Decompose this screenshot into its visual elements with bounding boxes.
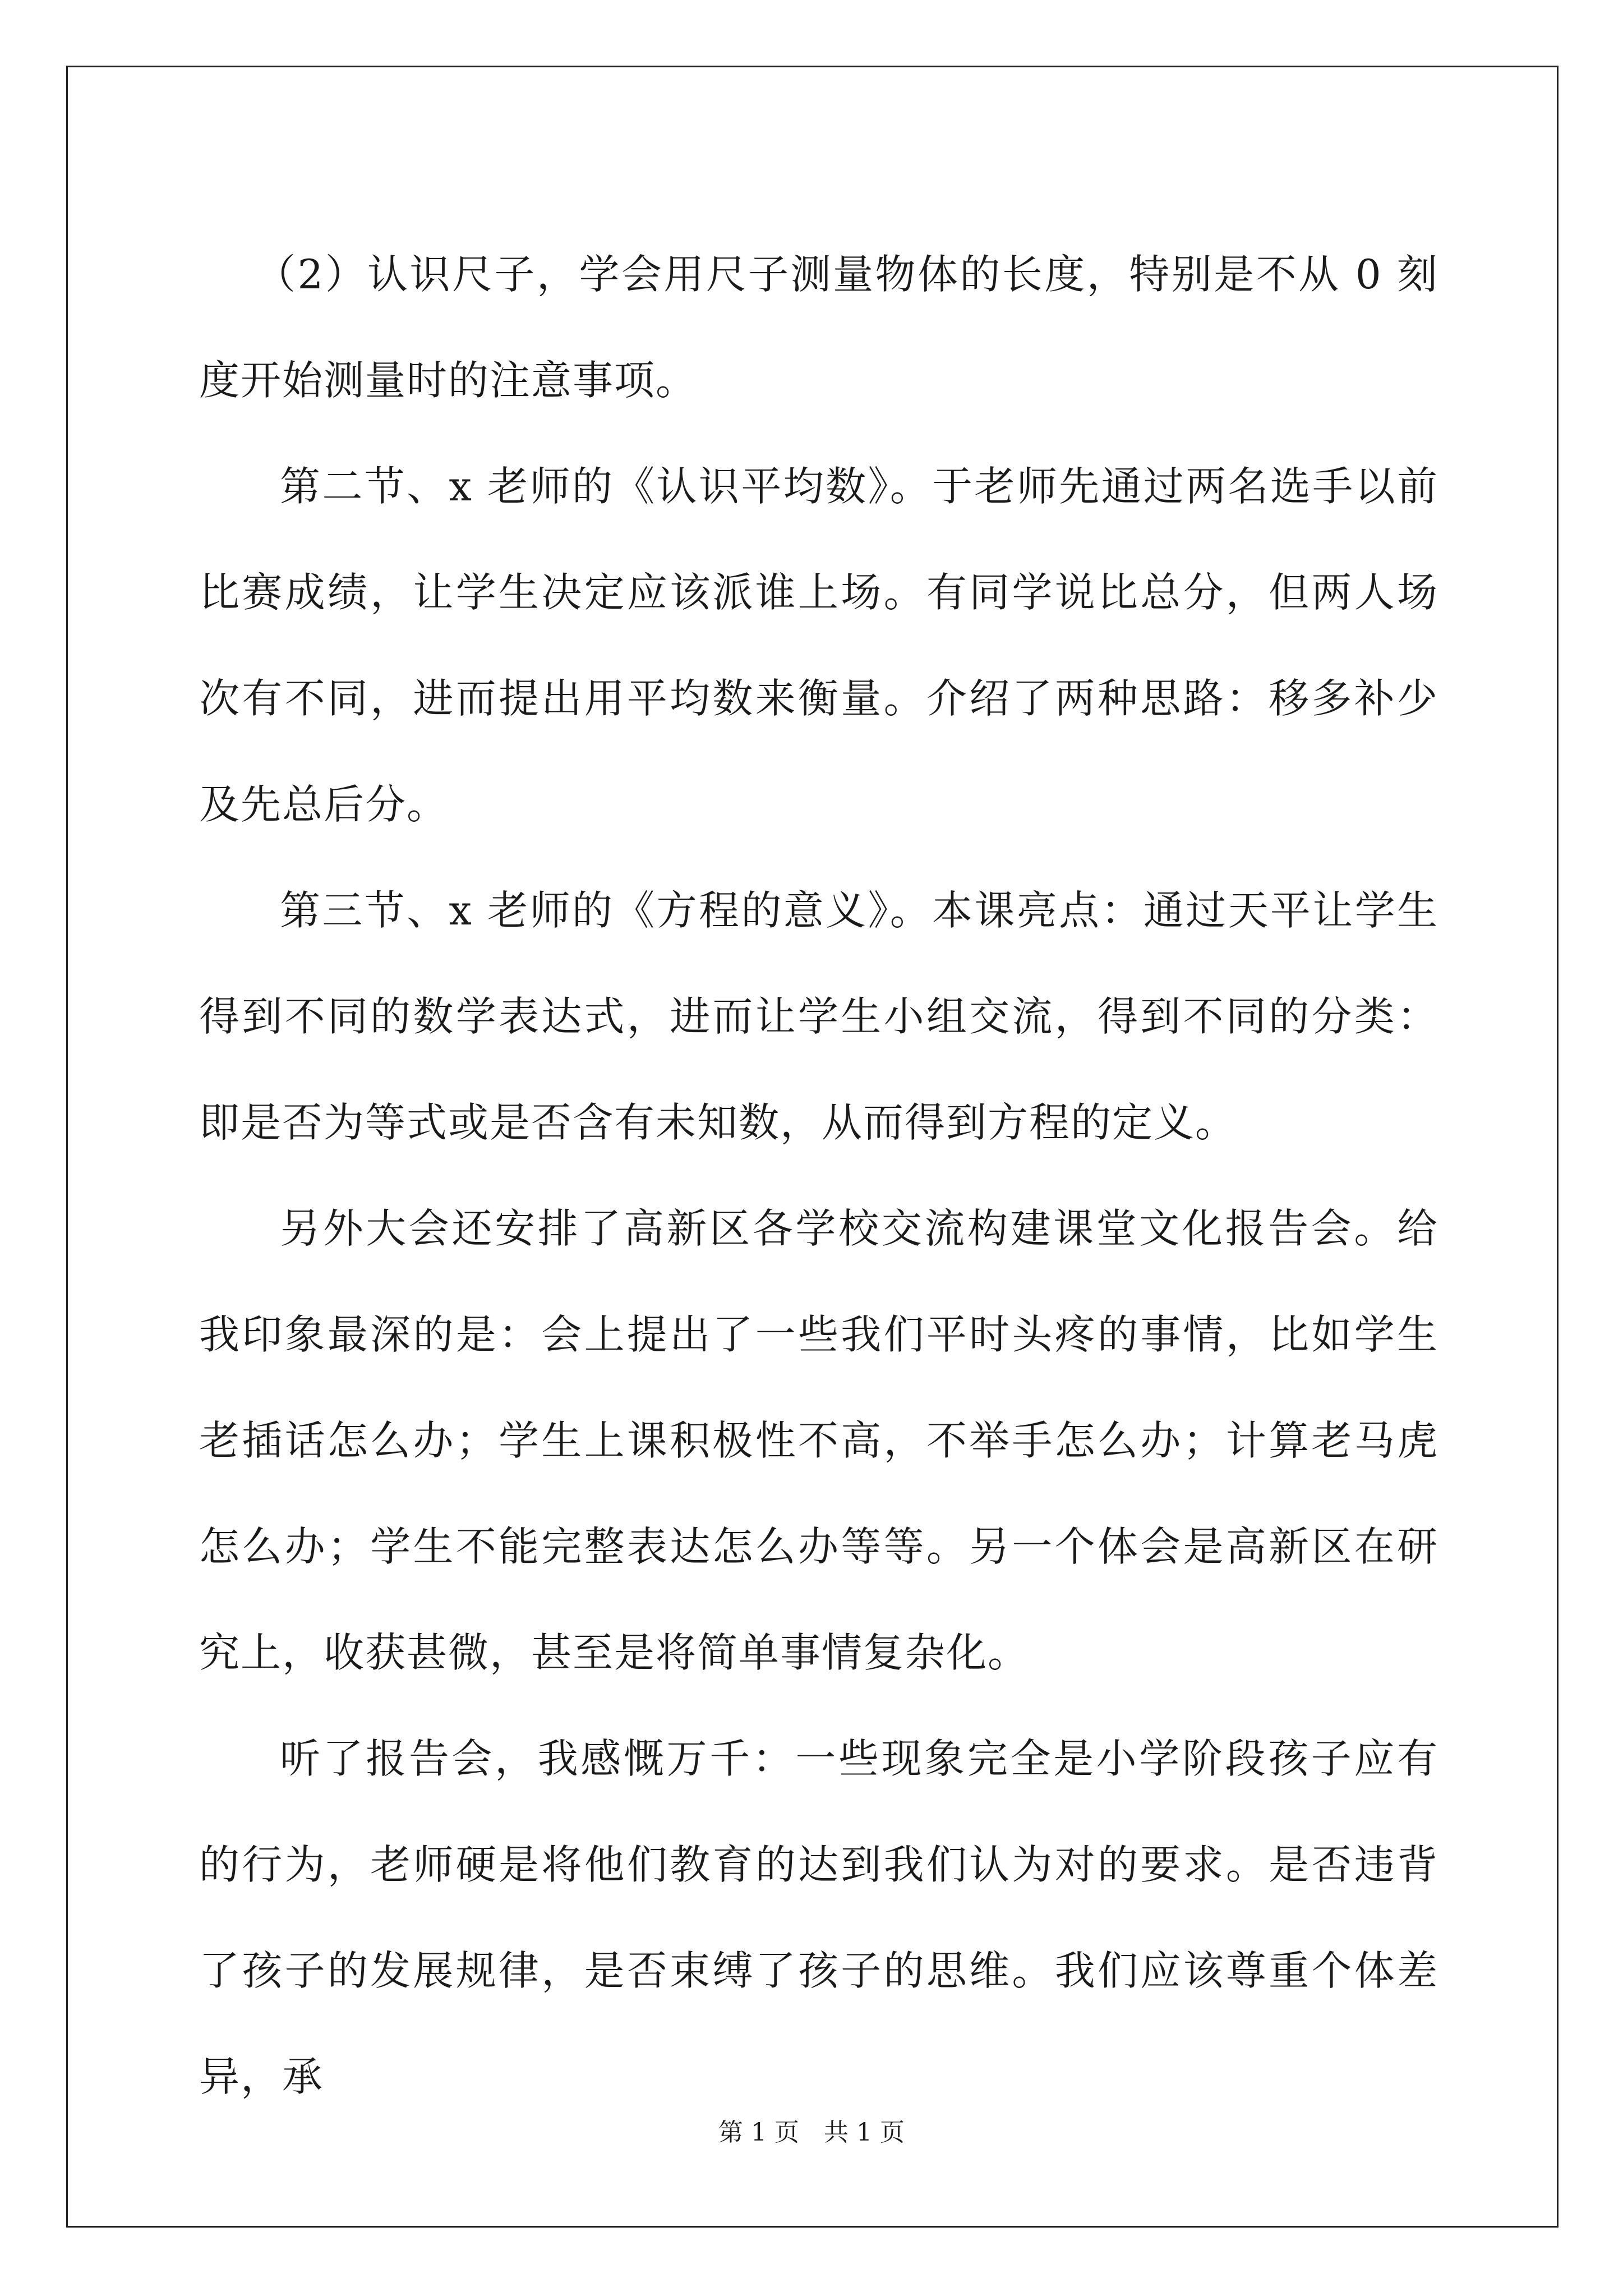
paragraph-reflection: 听了报告会，我感慨万千：一些现象完全是小学阶段孩子应有的行为，老师硬是将他们教育的达到我们认为对的要求。是否违背了孩子的发展规律，是否束缚了孩子的思维。我们应该尊重个体差异，承 (199, 1735, 1438, 2100)
paragraph-section-three-equation: 第三节、x 老师的《方程的意义》。本课亮点：通过天平让学生得到不同的数学表达式，进而让学生小组交流，得到不同的分类：即是否为等式或是否含有未知数，从而得到方程的定义。 (199, 887, 1438, 1146)
paragraph-report-meeting: 另外大会还安排了高新区各学校交流构建课堂文化报告会。给我印象最深的是：会上提出了一些我们平时头疼的事情，比如学生老插话怎么办；学生上课积极性不高，不举手怎么办；计算老马虎怎么办；学生不能完整表达怎么办等等。另一个体会是高新区在研究上，收获甚微，甚至是将简单事情复杂化。 (199, 1205, 1438, 1676)
paragraph-section-two-average: 第二节、x 老师的《认识平均数》。于老师先通过两名选手以前比赛成绩，让学生决定应该派谁上场。有同学说比总分，但两人场次有不同，进而提出用平均数来衡量。介绍了两种思路：移多补少及先总后分。 (199, 463, 1438, 828)
document-body (199, 222, 1438, 2130)
paragraph-ruler-measurement: （2）认识尺子，学会用尺子测量物体的长度，特别是不从 0 刻度开始测量时的注意事项。 (199, 251, 1438, 404)
page-number-footer: 第 1 页 共 1 页 (718, 2118, 905, 2147)
